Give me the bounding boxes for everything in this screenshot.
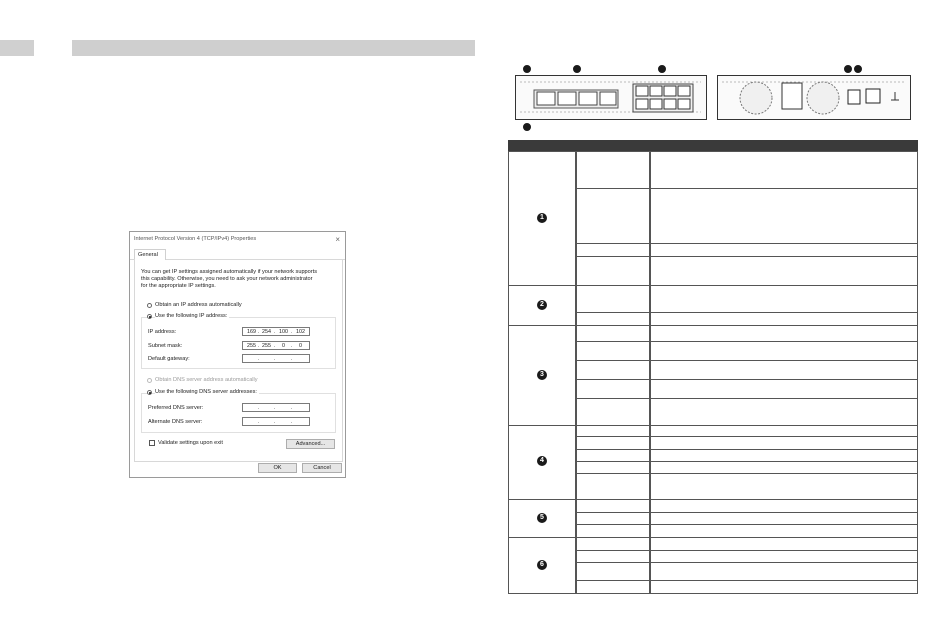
group-number: 1 — [537, 213, 547, 223]
table-cell — [576, 499, 650, 513]
table-cell — [576, 580, 650, 594]
dialog-title: Internet Protocol Version 4 (TCP/IPv4) Properties — [134, 236, 257, 242]
obtain-ip-auto-label: Obtain an IP address automatically — [155, 302, 242, 308]
table-cell — [576, 524, 650, 538]
rear-panel-graphic — [718, 76, 909, 118]
subnet-mask-input[interactable]: 255 . 255 . 0 . 0 — [242, 341, 310, 350]
table-cell — [650, 341, 918, 361]
description-line-3: for the appropriate IP settings. — [141, 283, 216, 289]
description-line-2: this capability. Otherwise, you need to ask your network administrator — [141, 276, 313, 282]
obtain-dns-auto-label: Obtain DNS server address automatically — [155, 377, 258, 383]
callout-1 — [522, 64, 532, 74]
table-cell — [576, 379, 650, 399]
table-cell — [576, 285, 650, 313]
callout-2 — [572, 64, 582, 74]
use-following-ip-label: Use the following IP address: — [155, 313, 228, 319]
table-cell — [576, 473, 650, 500]
table-cell — [650, 256, 918, 286]
table-cell — [576, 325, 650, 342]
table-cell — [576, 243, 650, 257]
table-cell — [576, 360, 650, 380]
obtain-ip-auto-radio[interactable] — [147, 303, 152, 308]
table-cell — [650, 360, 918, 380]
description-line-1: You can get IP settings assigned automatically if your network supports — [141, 269, 317, 275]
preferred-dns-input[interactable]: . . . — [242, 403, 310, 412]
alternate-dns-input[interactable]: . . . — [242, 417, 310, 426]
table-cell — [650, 285, 918, 313]
table-cell — [576, 256, 650, 286]
table-cell — [650, 524, 918, 538]
callout-3 — [657, 64, 667, 74]
table-cell — [650, 473, 918, 500]
device-rear-panel — [717, 75, 911, 120]
table-cell — [576, 341, 650, 361]
use-following-dns-label: Use the following DNS server addresses: — [155, 389, 257, 395]
table-cell — [650, 325, 918, 342]
table-cell — [576, 436, 650, 450]
ok-button[interactable]: OK — [258, 463, 297, 473]
page-tab-marker — [0, 40, 34, 56]
table-cell — [650, 312, 918, 326]
callout-5 — [853, 64, 863, 74]
table-cell — [650, 562, 918, 581]
subnet-mask-label: Subnet mask: — [148, 343, 183, 349]
table-cell — [576, 562, 650, 581]
table-cell — [650, 537, 918, 551]
device-front-panel — [515, 75, 707, 120]
preferred-dns-label: Preferred DNS server: — [148, 405, 204, 411]
advanced-button[interactable]: Advanced... — [286, 439, 335, 449]
table-header — [508, 140, 918, 151]
table-cell — [650, 379, 918, 399]
use-following-ip-radio[interactable] — [147, 314, 152, 319]
callout-6 — [522, 122, 532, 132]
use-following-dns-radio[interactable] — [147, 390, 152, 395]
validate-checkbox[interactable] — [149, 440, 155, 446]
table-cell — [650, 580, 918, 594]
table-cell — [650, 188, 918, 244]
obtain-dns-auto-radio[interactable] — [147, 378, 152, 383]
alternate-dns-label: Alternate DNS server: — [148, 419, 203, 425]
table-cell — [650, 398, 918, 426]
group-number: 2 — [537, 300, 547, 310]
tab-general-label: General — [138, 252, 158, 258]
table-cell — [576, 188, 650, 244]
group-number: 4 — [537, 456, 547, 466]
ip-address-input[interactable]: 169 . 254 . 100 . 102 — [242, 327, 310, 336]
group-number: 3 — [537, 370, 547, 380]
group-number: 5 — [537, 513, 547, 523]
front-panel-graphic — [516, 76, 705, 118]
table-cell — [576, 312, 650, 326]
close-icon[interactable]: × — [335, 235, 340, 244]
static-dns-group — [141, 393, 336, 433]
table-cell — [650, 243, 918, 257]
table-cell — [576, 151, 650, 189]
section-header-bar — [72, 40, 475, 56]
default-gateway-label: Default gateway: — [148, 356, 190, 362]
cancel-button[interactable]: Cancel — [302, 463, 342, 473]
ipv4-properties-dialog — [129, 231, 346, 478]
validate-label: Validate settings upon exit — [158, 440, 223, 446]
group-number: 6 — [537, 560, 547, 570]
table-cell — [576, 398, 650, 426]
table-cell — [650, 151, 918, 189]
ip-address-label: IP address: — [148, 329, 177, 335]
table-cell — [576, 537, 650, 551]
table-cell — [650, 436, 918, 450]
default-gateway-input[interactable]: . . . — [242, 354, 310, 363]
callout-4 — [843, 64, 853, 74]
table-cell — [650, 499, 918, 513]
